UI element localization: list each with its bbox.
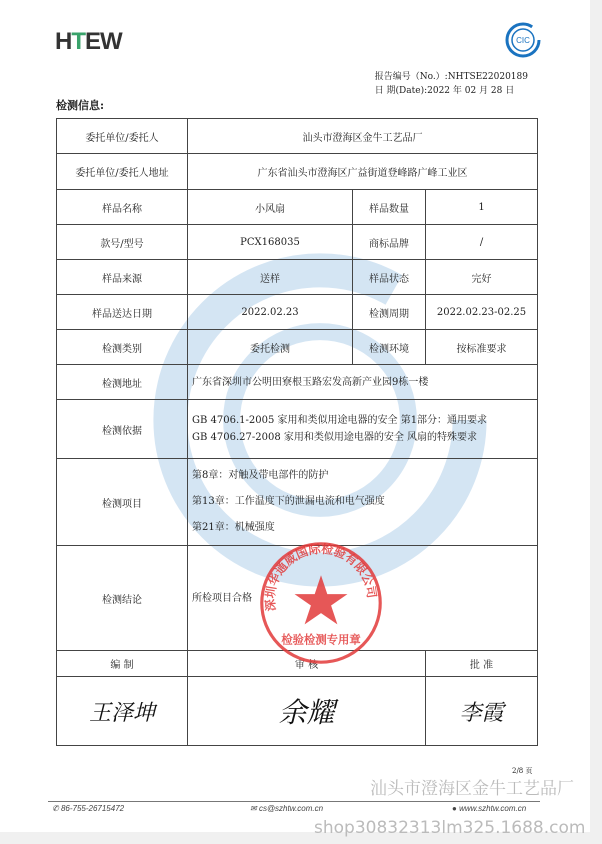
value-type: 委托检测 xyxy=(188,330,353,365)
label-sample-name: 样品名称 xyxy=(57,190,188,225)
value-sent-date: 2022.02.23 xyxy=(188,295,353,330)
value-place: 广东省深圳市公明田寮根玉路宏发高新产业园9栋一楼 xyxy=(188,365,538,400)
label-items: 检测项目 xyxy=(57,459,188,546)
phone-text: 86-755-26715472 xyxy=(60,804,125,813)
label-approved: 批 准 xyxy=(426,651,538,677)
value-conclusion: 所检项目合格 xyxy=(188,546,538,651)
globe-icon: ● xyxy=(452,804,460,813)
value-source: 送样 xyxy=(188,260,353,295)
svg-text:深圳华通威国际检验有限公司: 深圳华通威国际检验有限公司 xyxy=(263,541,379,612)
footer-web xyxy=(452,804,526,814)
value-items xyxy=(188,459,538,546)
cic-logo xyxy=(505,22,541,58)
shop-name-watermark: 汕头市澄海区金牛工艺品厂 xyxy=(370,779,574,799)
label-model: 款号/型号 xyxy=(57,225,188,260)
basis-line: GB 4706.27-2008 家用和类似用途电器的安全 风扇的特殊要求 xyxy=(192,432,478,443)
label-brand: 商标品牌 xyxy=(353,225,426,260)
label-reviewed: 审 核 xyxy=(188,651,426,677)
phone-icon: ✆ xyxy=(52,804,61,813)
label-state: 样品状态 xyxy=(353,260,426,295)
signature-reviewer: 余耀 xyxy=(188,677,426,746)
web-text: www.szhtw.com.cn xyxy=(459,804,527,813)
mail-icon: ✉ xyxy=(250,804,259,813)
label-sample-qty: 样品数量 xyxy=(353,190,426,225)
label-env: 检测环境 xyxy=(353,330,426,365)
value-sample-name: 小风扇 xyxy=(188,190,353,225)
label-client: 委托单位/委托人 xyxy=(57,119,188,154)
label-compiled: 编 制 xyxy=(57,651,188,677)
value-state: 完好 xyxy=(426,260,538,295)
item-line: 第21章：机械强度 xyxy=(192,522,275,533)
value-env: 按标准要求 xyxy=(426,330,538,365)
htw-logo: HTEW xyxy=(55,28,122,55)
page-number: 2/8 页 xyxy=(512,767,533,775)
label-basis: 检测依据 xyxy=(57,400,188,459)
value-model: PCX168035 xyxy=(188,225,353,260)
shop-url-watermark: shop30832313lm325.1688.com xyxy=(314,818,586,838)
value-period: 2022.02.23-02.25 xyxy=(426,295,538,330)
label-address: 委托单位/委托人地址 xyxy=(57,154,188,190)
value-brand: / xyxy=(426,225,538,260)
report-number: 报告编号（No.）:NHTSE22020189 xyxy=(374,72,528,82)
item-line: 第13章：工作温度下的泄漏电流和电气强度 xyxy=(192,496,385,507)
value-address: 广东省汕头市澄海区广益街道登峰路广峰工业区 xyxy=(188,154,538,190)
footer-email xyxy=(250,804,323,814)
label-place: 检测地址 xyxy=(57,365,188,400)
item-line: 第8章：对触及带电部件的防护 xyxy=(192,470,329,481)
label-conclusion: 检测结论 xyxy=(57,546,188,651)
section-title: 检测信息: xyxy=(56,99,105,112)
label-sent-date: 样品送达日期 xyxy=(57,295,188,330)
value-sample-qty: 1 xyxy=(426,190,538,225)
value-client: 汕头市澄海区金牛工艺品厂 xyxy=(188,119,538,154)
email-text: cs@szhtw.com.cn xyxy=(258,804,324,813)
value-basis xyxy=(188,400,538,459)
signature-approver: 李霞 xyxy=(426,677,538,746)
label-source: 样品来源 xyxy=(57,260,188,295)
report-date: 日 期(Date):2022 年 02 月 28 日 xyxy=(374,86,515,96)
label-type: 检测类别 xyxy=(57,330,188,365)
svg-text:检验检测专用章: 检验检测专用章 xyxy=(281,632,361,647)
official-seal xyxy=(258,540,384,666)
footer-divider xyxy=(48,801,540,802)
label-period: 检测周期 xyxy=(353,295,426,330)
footer-phone xyxy=(52,804,124,814)
basis-line: GB 4706.1-2005 家用和类似用途电器的安全 第1部分：通用要求 xyxy=(192,415,488,426)
signature-compiler: 王泽坤 xyxy=(57,677,188,746)
svg-text:CIC: CIC xyxy=(516,36,530,45)
